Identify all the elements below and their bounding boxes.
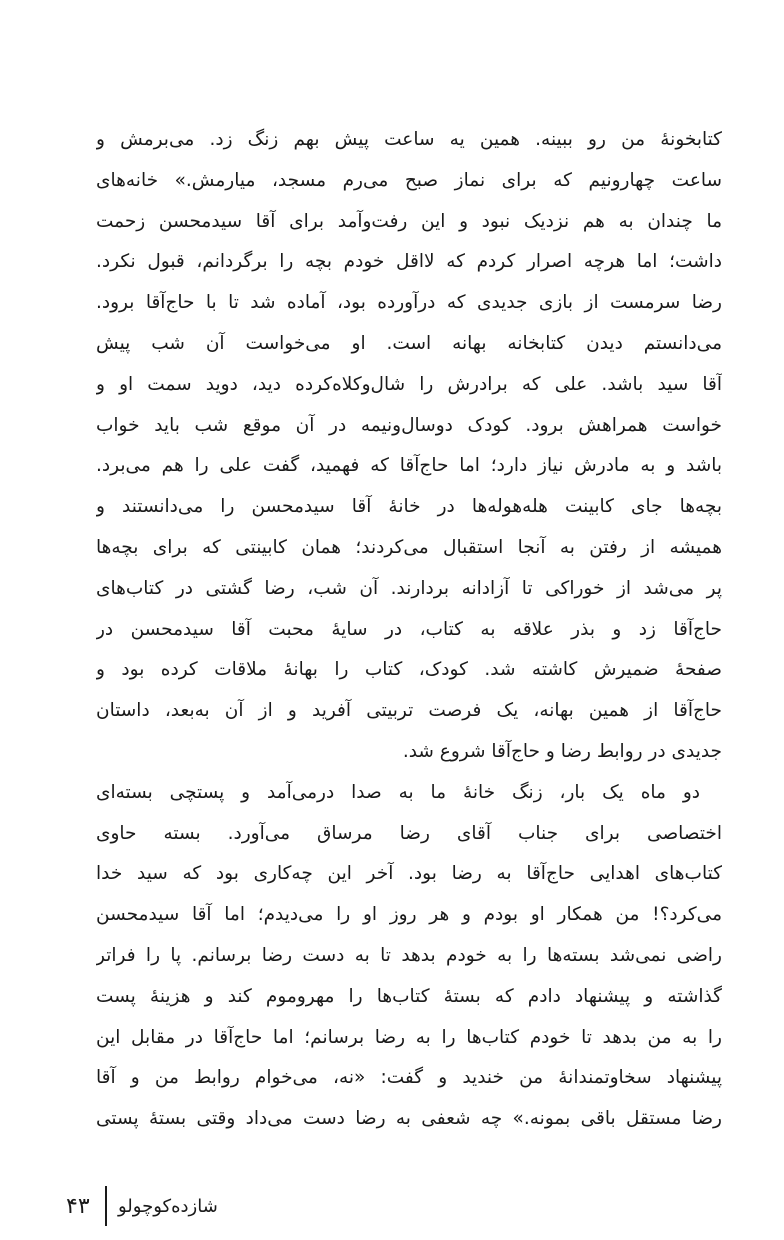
- text-line: حاج‌آقا زد و بذر علاقه به کتاب، در سایهٔ محبت آقا سیدمحسن در: [96, 618, 722, 640]
- text-line: بچه‌ها جای کابینت هله‌هوله‌ها در خانهٔ آقا سیدمحسن را می‌دانستند و: [96, 496, 722, 518]
- text-line: جدیدی در روابط رضا و حاج‌آقا شروع شد.: [402, 740, 722, 762]
- text-line: می‌کرد؟! من همکار او بودم و هر روز او را می‌دیدم؛ اما آقا سیدمحسن: [96, 904, 722, 926]
- text-line: آقا سید باشد. علی که برادرش را شال‌وکلاه‌کرده دید، دوید سمت او و: [96, 373, 722, 395]
- text-line: رضا مستقل باقی بمونه.» چه شعفی به رضا دست می‌داد وقتی بستهٔ پستی: [96, 1108, 722, 1130]
- text-line: پیشنهاد سخاوتمندانهٔ من خندید و گفت: «نه، می‌خوام روابط من و آقا: [96, 1067, 722, 1089]
- text-line: گذاشته و پیشنهاد دادم که بستهٔ کتاب‌ها را مهروموم کند و هزینهٔ پست: [96, 985, 722, 1007]
- running-title: شازده‌کوچولو: [118, 1196, 218, 1217]
- text-line: کتابخونهٔ من رو ببینه. همین یه ساعت پیش بهم زنگ زد. می‌برمش و: [96, 129, 722, 150]
- page-footer: [64, 1186, 264, 1230]
- text-line: کتاب‌های اهدایی حاج‌آقا به رضا بود. آخر این چه‌کاری بود که سید خدا: [96, 863, 722, 885]
- body-text: [96, 120, 722, 1140]
- text-line: دو ماه یک بار، زنگ خانهٔ ما به صدا درمی‌آمد و پستچی بسته‌ای: [96, 781, 700, 803]
- text-line: می‌دانستم دیدن کتابخانه بهانه است. او می‌خواست آن شب پیش: [96, 332, 722, 354]
- text-line: پر می‌شد از خوراکی تا آزادانه بردارند. آن شب، رضا گشتی در کتاب‌های: [96, 577, 722, 599]
- text-line: باشد و به مادرش نیاز دارد؛ اما حاج‌آقا که فهمید، گفت علی را هم می‌برد.: [96, 455, 722, 477]
- footer-divider: [105, 1186, 107, 1226]
- text-line: اختصاصی برای جناب آقای رضا مرساق می‌آورد. بسته حاوی: [96, 822, 722, 844]
- page-number: ۴۳: [66, 1194, 90, 1219]
- text-line: داشت؛ اما هرچه اصرار کردم که لااقل خودم بچه را برگردانم، قبول نکرد.: [96, 251, 722, 273]
- text-line: همیشه از رفتن به آنجا استقبال می‌کردند؛ همان کابینتی که برای بچه‌ها: [96, 536, 722, 558]
- text-line: خواست همراهش برود. کودک دوسال‌ونیمه در آن موقع شب باید خواب: [96, 414, 722, 436]
- text-line: راضی نمی‌شد بسته‌ها را به خودم بدهد تا به دست رضا برسانم. پا را فراتر: [96, 944, 722, 966]
- text-line: حاج‌آقا از همین بهانه، یک فرصت تربیتی آفرید و از آن به‌بعد، داستان: [96, 700, 722, 722]
- text-line: رضا سرمست از بازی جدیدی که درآورده بود، آماده شد تا با حاج‌آقا برود.: [96, 292, 722, 314]
- text-line: را به من بدهد تا خودم کتاب‌ها را به رضا برسانم؛ اما حاج‌آقا در مقابل این: [96, 1026, 722, 1048]
- text-line: صفحهٔ ضمیرش کاشته شد. کودک، کتاب را بهانهٔ ملاقات کرده بود و: [96, 659, 722, 681]
- text-line: ما چندان به هم نزدیک نبود و این رفت‌وآمد برای آقا سیدمحسن زحمت: [96, 210, 722, 232]
- text-line: ساعت چهارونیم که برای نماز صبح می‌رم مسجد، میارمش.» خانه‌های: [96, 169, 722, 191]
